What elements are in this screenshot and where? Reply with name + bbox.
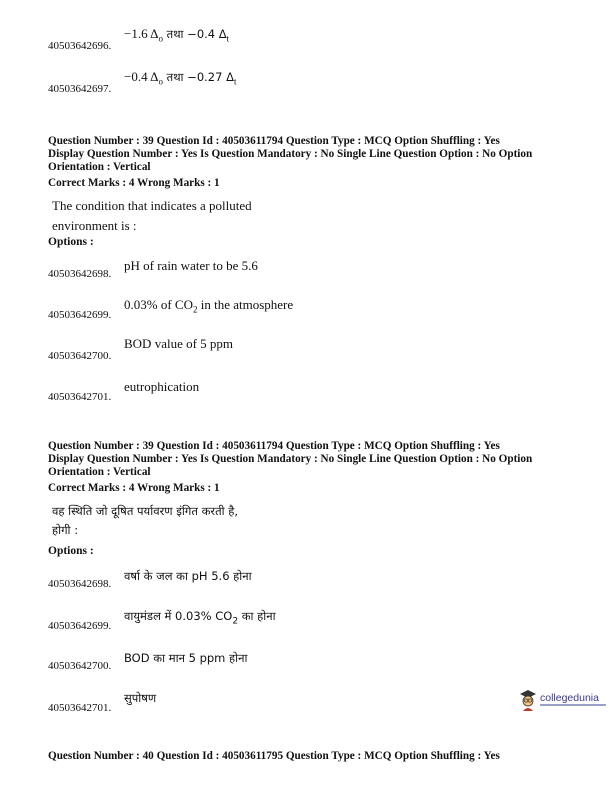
option-row: [48, 568, 588, 590]
option-text: [124, 69, 236, 87]
option-text-part: वर्षा के जल का pH 5.6 होना: [124, 569, 252, 583]
option-text: [124, 569, 252, 584]
options-label: Options :: [48, 236, 94, 248]
option-row: [48, 299, 588, 321]
option-subscript: 2: [192, 305, 198, 315]
option-text-part: −1.6 Δ: [124, 26, 159, 42]
option-row: [48, 258, 588, 280]
option-text: [124, 26, 229, 44]
option-text: [124, 258, 258, 274]
question-meta: [48, 135, 588, 190]
option-subscript: t: [226, 34, 230, 44]
options-label: Options :: [48, 545, 94, 557]
marks-line: Correct Marks : 4 Wrong Marks : 1: [48, 177, 220, 189]
option-row: [48, 26, 588, 52]
graduate-mascot-icon: [518, 688, 538, 712]
option-row: [48, 610, 588, 632]
option-text-part: सुपोषण: [124, 691, 157, 705]
option-text: [124, 379, 199, 395]
option-id: 40503642696.: [48, 40, 112, 52]
option-row: [48, 692, 588, 714]
option-row: [48, 69, 588, 95]
option-text-part: तथा −0.4 Δ: [162, 27, 227, 42]
option-text: [124, 651, 248, 666]
logo-text: collegedunia: [540, 692, 599, 704]
option-text-part: तथा −0.27 Δ: [162, 70, 234, 85]
option-text-part: pH of rain water to be 5.6: [124, 258, 258, 273]
option-id: 40503642697.: [48, 83, 112, 95]
meta-line: Question Number : 39 Question Id : 40503611794 Question Type : MCQ Option Shuffling : Yes: [48, 440, 500, 452]
meta-line: Question Number : 40 Question Id : 40503611795 Question Type : MCQ Option Shuffling : Yes: [48, 750, 500, 762]
question-text: [52, 502, 352, 540]
meta-line: Orientation : Vertical: [48, 466, 151, 478]
option-id: 40503642698.: [48, 578, 112, 590]
option-id: 40503642699.: [48, 309, 112, 321]
option-text: [124, 691, 156, 706]
option-text: [124, 336, 233, 352]
option-text-part: का होना: [238, 608, 276, 623]
question-meta: [48, 440, 588, 495]
question-line: environment is :: [52, 218, 137, 233]
option-id: 40503642701.: [48, 391, 112, 403]
question-meta: [48, 750, 588, 763]
option-id: 40503642700.: [48, 350, 112, 362]
marks-line: Correct Marks : 4 Wrong Marks : 1: [48, 482, 220, 494]
option-text-part: −0.4 Δ: [124, 69, 159, 85]
logo-tagline: [540, 704, 606, 706]
question-line: The condition that indicates a polluted: [52, 198, 252, 213]
option-text-part: BOD का मान 5 ppm होना: [124, 651, 248, 665]
option-id: 40503642700.: [48, 660, 112, 672]
option-text: [124, 297, 293, 315]
option-text-part: eutrophication: [124, 379, 200, 394]
option-id: 40503642698.: [48, 268, 112, 280]
option-row: [48, 336, 588, 362]
question-line: वह स्थिति जो दूषित पर्यावरण इंगित करती है,: [52, 504, 239, 518]
option-text-part: 0.03% of CO: [124, 297, 193, 313]
option-text: [124, 609, 276, 626]
option-text-part: in the atmosphere: [197, 297, 294, 313]
meta-line: Display Question Number : Yes Is Question Mandatory : No Single Line Question Option : No Option: [48, 453, 533, 465]
question-text: [52, 196, 332, 236]
option-subscript: o: [158, 34, 163, 44]
meta-line: Orientation : Vertical: [48, 161, 151, 173]
option-subscript: t: [233, 77, 237, 87]
option-subscript: 2: [232, 616, 239, 626]
option-subscript: o: [158, 77, 163, 87]
option-row: [48, 381, 588, 403]
option-text-part: वायुमंडल में 0.03% CO: [124, 608, 233, 623]
option-id: 40503642701.: [48, 702, 112, 714]
option-row: [48, 650, 588, 672]
option-text-part: BOD value of 5 ppm: [124, 336, 234, 351]
meta-line: Display Question Number : Yes Is Question Mandatory : No Single Line Question Option : No Option: [48, 148, 533, 160]
option-id: 40503642699.: [48, 620, 112, 632]
question-line: होगी :: [52, 523, 79, 537]
meta-line: Question Number : 39 Question Id : 40503611794 Question Type : MCQ Option Shuffling : Yes: [48, 135, 500, 147]
collegedunia-logo: [518, 688, 608, 714]
